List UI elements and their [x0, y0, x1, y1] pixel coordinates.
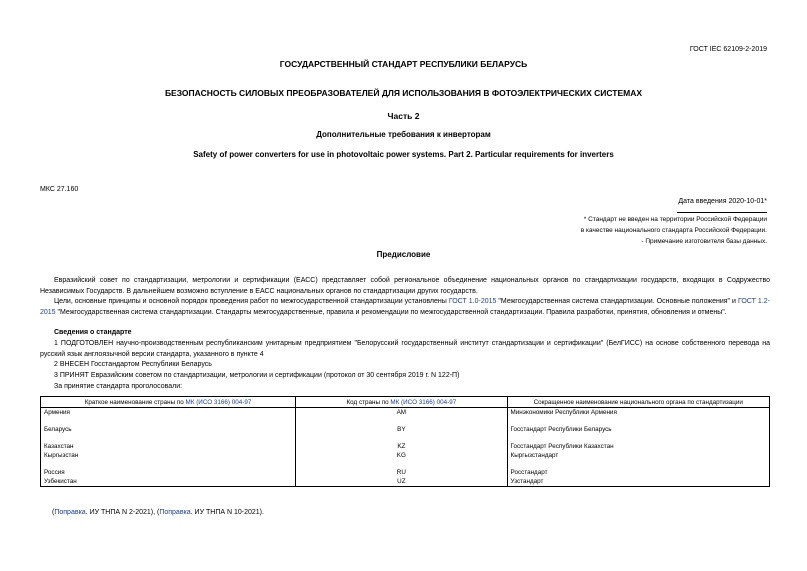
org-cell: Кыргызстандарт: [507, 451, 769, 468]
english-title: Safety of power converters for use in photovoltaic power systems. Part 2. Particular requirements for inverters: [193, 150, 614, 159]
code-cell: KZ: [296, 442, 507, 451]
gost-1-0-link[interactable]: ГОСТ 1.0-2015: [448, 298, 497, 305]
code-cell: UZ: [296, 477, 507, 487]
country-cell: Беларусь: [41, 425, 296, 442]
state-standard-heading: ГОСУДАРСТВЕННЫЙ СТАНДАРТ РЕСПУБЛИКИ БЕЛАРУСЬ: [279, 59, 528, 69]
table-row: [41, 451, 770, 468]
gost-1-2-link[interactable]: ГОСТ 1.2-2015: [40, 298, 770, 316]
code-cell: BY: [296, 425, 507, 442]
org-cell: Росстандарт: [507, 468, 769, 477]
preface-paragraph-2: [40, 297, 770, 318]
amendment-link-1[interactable]: Поправка: [54, 509, 86, 516]
table-row: [41, 477, 770, 487]
about-standard-heading: Сведения о стандарте: [54, 329, 132, 336]
table-header-row: [41, 397, 770, 408]
table-row: [41, 442, 770, 451]
country-cell: Узбекистан: [41, 477, 296, 487]
amend-text: (: [52, 509, 55, 516]
country-cell: Армения: [41, 408, 296, 426]
org-cell: Минэкономики Республики Армения: [507, 408, 769, 426]
mk-iso-link[interactable]: МК (ИСО 3166) 004-97: [185, 398, 252, 406]
mks-code: МКС 27.160: [40, 186, 79, 193]
country-cell: Казахстан: [41, 442, 296, 451]
org-cell: Госстандарт Республики Беларусь: [507, 425, 769, 442]
part-label: Часть 2: [387, 111, 420, 121]
header-country: [41, 397, 296, 408]
note-line-1: * Стандарт не введен на территории Российской Федерации: [583, 216, 767, 223]
voting-table: [40, 396, 770, 487]
note-line-2: в качестве национального стандарта Российской Федерации.: [580, 227, 767, 234]
note-divider: [677, 212, 767, 213]
document-subtitle: Дополнительные требования к инверторам: [316, 130, 491, 139]
preface-paragraph-1: Евразийский совет по стандартизации, метрологии и сертификации (ЕАСС) представляет собой региональное объединение национальных органов по стандартизации государств, входящих в Содружество Независимых Государств. В дальнейшем возможно вступление в ЕАСС национальных органов по стандартизации других государств.: [40, 277, 770, 295]
org-cell: Госстандарт Республики Казахстан: [507, 442, 769, 451]
table-row: [41, 425, 770, 442]
code-cell: AM: [296, 408, 507, 426]
header-text: Код страны по: [346, 398, 391, 406]
table-row: [41, 408, 770, 426]
header-organization: Сокращенное наименование национального органа по стандартизации: [507, 397, 769, 408]
amend-text: . ИУ ТНПА N 10-2021).: [190, 509, 264, 516]
amend-text: . ИУ ТНПА N 2-2021), (: [85, 509, 160, 516]
note-line-3: - Примечание изготовителя базы данных.: [641, 238, 767, 245]
country-cell: Россия: [41, 468, 296, 477]
header-code: [296, 397, 507, 408]
item-1: 1 ПОДГОТОВЛЕН научно-производственным республиканским унитарным предприятием "Белорусский государственный институт стандартизации и сертификации" (БелГИСС) на основе собственного перевода на русский язык англоязычной версии стандарта, указанного в пункте 4: [40, 340, 770, 358]
paragraph-text: Цели, основные принципы и основной порядок проведения работ по межгосударственной стандартизации установлены: [54, 298, 449, 305]
item-3: 3 ПРИНЯТ Евразийским советом по стандартизации, метрологии и сертификации (протокол от 30 сентября 2019 г. N 122-П): [54, 372, 460, 379]
header-text: Краткое наименование страны по: [84, 398, 186, 406]
amendment-link-2[interactable]: Поправка: [159, 509, 191, 516]
code-cell: RU: [296, 468, 507, 477]
item-2: 2 ВНЕСЕН Госстандартом Республики Беларусь: [54, 361, 212, 368]
preface-heading: Предисловие: [376, 250, 431, 259]
org-cell: Узстандарт: [507, 477, 769, 487]
country-cell: Кыргызстан: [41, 451, 296, 468]
amendments-note: [52, 509, 264, 516]
document-code: ГОСТ IEC 62109-2-2019: [689, 46, 767, 53]
document-title: БЕЗОПАСНОСТЬ СИЛОВЫХ ПРЕОБРАЗОВАТЕЛЕЙ ДЛЯ ИСПОЛЬЗОВАНИЯ В ФОТОЭЛЕКТРИЧЕСКИХ СИСТЕМАХ: [164, 88, 643, 98]
paragraph-text: "Межгосударственная система стандартизации. Стандарты межгосударственные, правила и рекомендации по межгосударственной стандартизации. Правила разработки, принятия, обновления и отмены".: [55, 308, 727, 316]
introduction-date: Дата введения 2020-10-01*: [678, 198, 767, 205]
paragraph-text: "Межгосударственная система стандартизации. Основные положения" и: [496, 298, 738, 305]
voted-label: За принятие стандарта проголосовали:: [54, 383, 183, 390]
table-row: [41, 468, 770, 477]
code-cell: KG: [296, 451, 507, 468]
mk-iso-link[interactable]: МК (ИСО 3166) 004-97: [390, 398, 457, 406]
